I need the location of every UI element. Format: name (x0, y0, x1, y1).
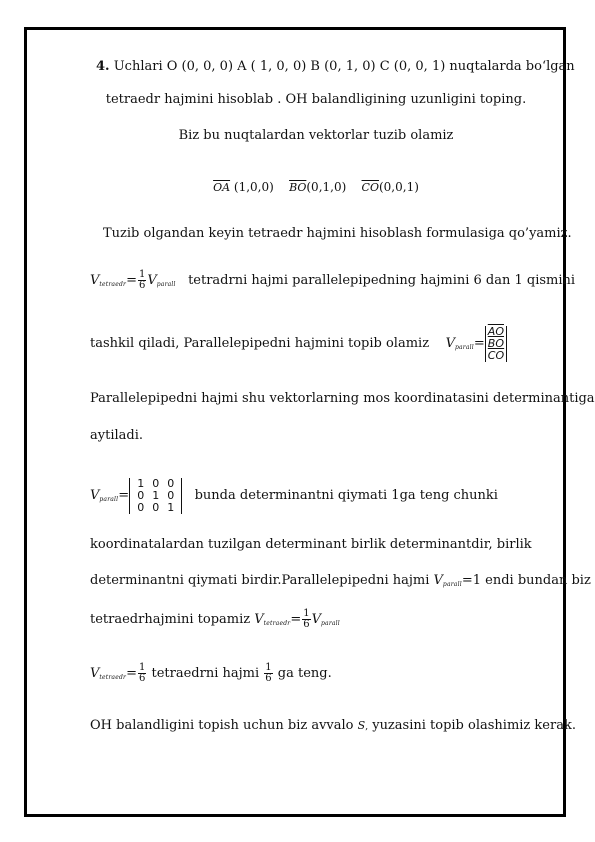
problem-line-1 (96, 59, 575, 75)
identity-determinant: 1 0 0 0 1 0 0 0 1 (129, 478, 182, 514)
problem-number: 4. (96, 59, 110, 74)
detval-text-after: endi bundan biz (485, 573, 591, 588)
vector-list (86, 179, 546, 196)
intro-text: Biz bu nuqtalardan vektorlar tuzib olamiz (178, 128, 454, 143)
vector-co-coords: (0,0,1) (378, 180, 419, 194)
tashkil-text: tashkil qiladi, Parallelepipedni hajmini topib olamiz (90, 336, 430, 351)
result-text-end: ga teng. (277, 666, 332, 681)
det-row-ao: $\overline{AO}$ (487, 324, 504, 338)
page-border (24, 27, 566, 817)
s-symbol: S (357, 719, 366, 732)
equals: = (473, 336, 485, 351)
determinant-text: bunda determinantni qiymati 1ga teng chunki (194, 488, 498, 503)
fraction-one-sixth: $\frac{1}{6}$ (138, 662, 146, 684)
final-text-before: OH balandligini topish uchun biz avvalo (90, 718, 354, 733)
v-parall: $V_{parall}$ (433, 573, 462, 588)
v-tetraedr: $V_{tetraedr}$ (90, 666, 127, 681)
detval-value: =1 (461, 573, 481, 588)
vector-determinant (485, 326, 507, 362)
tashkil-line (90, 318, 507, 374)
topamiz-text: tetraedrhajmini topamiz (90, 612, 251, 627)
determinant-line (90, 472, 498, 524)
result-line (90, 660, 332, 692)
determinant-value-line (90, 573, 591, 593)
v-parall: $V_{parall}$ (311, 612, 340, 627)
det-row-co: $\overline{CO}$ (487, 348, 505, 362)
v-tetraedr: $V_{tetraedr}$ (90, 273, 127, 288)
result-text-mid: tetraedrni hajmi (151, 666, 260, 681)
problem-line-2: tetraedr hajmini hisoblab . OH balandligining uzunligini toping. (105, 92, 527, 107)
fraction-one-sixth-2: $\frac{1}{6}$ (265, 662, 272, 684)
vector-bo-name: $\overline{BO}$ (289, 181, 307, 194)
det-row-bo: $\overline{BO}$ (487, 336, 505, 350)
equals: = (290, 612, 302, 627)
vector-oa-coords: (1,0,0) (233, 180, 274, 194)
v-parall: $V_{parall}$ (90, 488, 119, 503)
equals: = (126, 666, 137, 681)
parallelepiped-line-1: Parallelepipedni hajmi shu vektorlarning mos koordinatasini determinantiga (90, 391, 595, 406)
final-line: OH balandligini topish uchun biz avvalo S, yuzasini topib olashimiz kerak. (90, 718, 576, 733)
formula-line-1 (90, 269, 575, 297)
fraction-one-sixth: $\frac{1}{6}$ (138, 269, 146, 291)
parallelepiped-line-2: aytiladi. (90, 428, 143, 443)
fraction-one-sixth: $\frac{1}{6}$ (303, 608, 310, 630)
problem-statement-1: Uchlari O (0, 0, 0) A ( 1, 0, 0) B (0, 1, 0) C (0, 0, 1) nuqtalarda bo‘lgan (113, 59, 575, 74)
final-text-after: yuzasini topib olashimiz kerak. (372, 718, 576, 733)
vector-co-name: $\overline{CO}$ (361, 181, 379, 194)
v-parall: $V_{parall}$ (445, 336, 474, 351)
topamiz-line (90, 606, 340, 638)
formula-intro: Tuzib olgandan keyin tetraedr hajmini hisoblash formulasiga qo’yamiz. (103, 226, 572, 241)
v-parall: $V_{parall}$ (147, 273, 176, 288)
detval-text-before: determinantni qiymati birdir.Parallelepipedni hajmi (90, 573, 430, 588)
equals: = (126, 273, 137, 288)
vector-oa-name: $\overline{OA}$ (213, 181, 231, 194)
equals: = (118, 488, 130, 503)
vector-bo-coords: (0,1,0) (306, 180, 347, 194)
formula1-text: tetradrni hajmi parallelepipedning hajmini 6 dan 1 qismini (188, 273, 576, 288)
koordinata-line: koordinatalardan tuzilgan determinant birlik determinantdir, birlik (90, 537, 532, 552)
v-tetraedr: $V_{tetraedr}$ (254, 612, 291, 627)
